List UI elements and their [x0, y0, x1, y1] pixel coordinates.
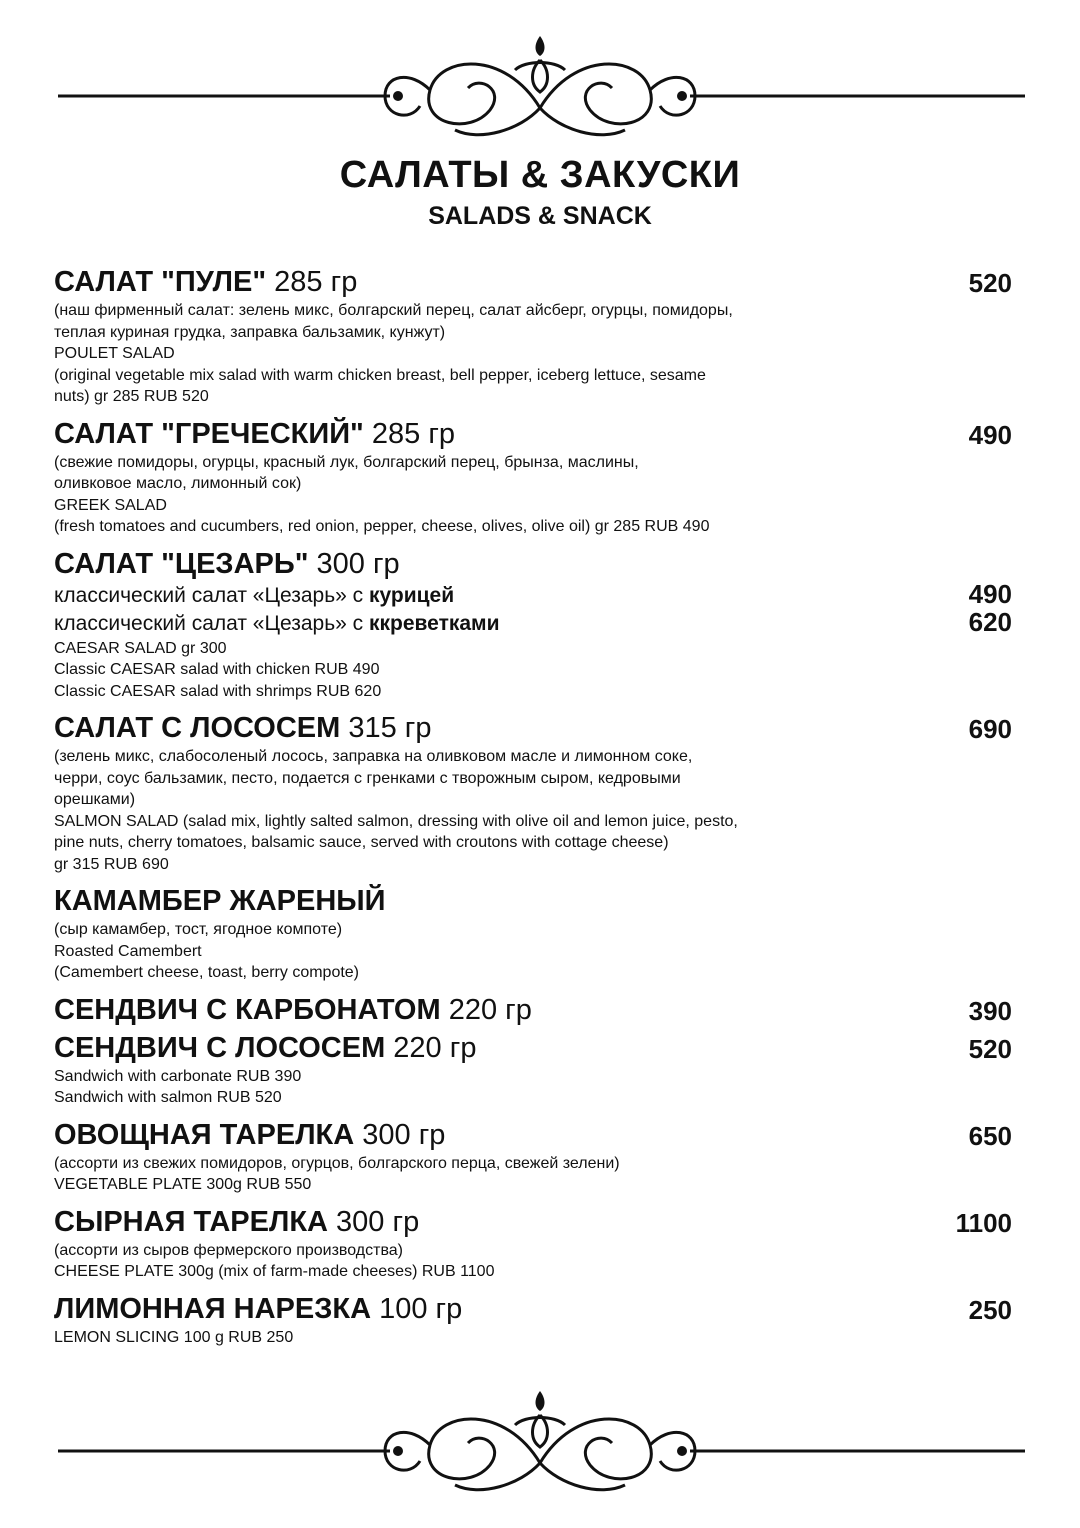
- item-price: 690: [968, 714, 1012, 744]
- desc-line: Sandwich with salmon RUB 520: [54, 1089, 282, 1106]
- item-price: 520: [968, 268, 1012, 298]
- variant-price: 490: [968, 578, 1012, 609]
- desc-line: SALMON SALAD (salad mix, lightly salted salmon, dressing with olive oil and lemon juice, pesto,: [54, 812, 738, 830]
- item-weight: 300 гр: [362, 1118, 446, 1151]
- menu-item-caesar-salad: [54, 546, 1014, 703]
- desc-line: GREEK SALAD: [54, 496, 167, 514]
- menu-item-sandwich-salmon: [54, 1030, 1014, 1109]
- item-name: СЕНДВИЧ С КАРБОНАТОМ: [54, 993, 441, 1026]
- item-description: [54, 638, 894, 703]
- desc-line: LEMON SLICING 100 g RUB 250: [54, 1328, 294, 1346]
- desc-line: VEGETABLE PLATE 300g RUB 550: [54, 1176, 312, 1193]
- item-name: КАМАМБЕР ЖАРЕНЫЙ: [54, 885, 386, 917]
- desc-line: теплая куриная грудка, заправка бальзамик, кунжут): [54, 323, 446, 341]
- ornament-top: [0, 30, 1080, 140]
- desc-line: (ассорти из свежих помидоров, огурцов, болгарского перца, свежей зелени): [54, 1154, 620, 1172]
- item-weight: 315 гр: [348, 712, 432, 744]
- desc-line: орешками): [54, 791, 136, 808]
- item-weight: 220 гр: [448, 993, 532, 1026]
- desc-line: Classic CAESAR salad with shrimps RUB 620: [54, 682, 382, 700]
- item-price: 1100: [955, 1207, 1012, 1238]
- item-weight: 100 гр: [379, 1292, 463, 1325]
- item-name: СЕНДВИЧ С ЛОСОСЕМ: [54, 1031, 386, 1064]
- section-title-en: SALADS & SNACK: [428, 202, 652, 230]
- item-description: [54, 746, 894, 875]
- item-description: [54, 919, 894, 984]
- desc-line: оливковое масло, лимонный сок): [54, 475, 302, 492]
- menu-item-vegetable-plate: [54, 1117, 1014, 1196]
- desc-line: Classic CAESAR salad with chicken RUB 490: [54, 661, 380, 678]
- item-description: [54, 1066, 894, 1109]
- menu-item-lemon-slicing: [54, 1291, 1014, 1349]
- menu-item-camembert: [54, 883, 1014, 984]
- desc-line: pine nuts, cherry tomatoes, balsamic sauce, served with croutons with cottage cheese): [54, 834, 669, 851]
- item-description: [54, 452, 894, 538]
- item-weight: 220 гр: [393, 1031, 477, 1064]
- menu-list: [54, 264, 1014, 1356]
- menu-item-cheese-plate: [54, 1204, 1014, 1283]
- item-weight: 285 гр: [371, 417, 456, 450]
- desc-line: (ассорти из сыров фермерского производства): [54, 1241, 403, 1259]
- desc-line: (original vegetable mix salad with warm chicken breast, bell pepper, iceberg lettuce, sesame: [54, 366, 706, 384]
- variant-bold: курицей: [369, 583, 455, 607]
- desc-line: CAESAR SALAD gr 300: [54, 639, 227, 657]
- menu-item-poule-salad: [54, 264, 1014, 408]
- item-weight: 300 гр: [316, 547, 400, 580]
- desc-line: (Camembert cheese, toast, berry compote): [54, 964, 360, 981]
- desc-line: (сыр камамбер, тост, ягодное компоте): [54, 921, 343, 938]
- desc-line: (свежие помидоры, огурцы, красный лук, болгарский перец, брынза, маслины,: [54, 453, 639, 471]
- item-price: 390: [968, 995, 1012, 1026]
- item-price: 250: [968, 1294, 1012, 1325]
- desc-line: Sandwich with carbonate RUB 390: [54, 1067, 302, 1085]
- item-weight: 285 гр: [274, 266, 358, 298]
- desc-line: gr 315 RUB 690: [54, 855, 169, 873]
- desc-line: (fresh tomatoes and cucumbers, red onion, pepper, cheese, olives, olive oil) gr 285 RUB 490: [54, 518, 710, 535]
- variant-text: классический салат «Цезарь» с: [54, 611, 369, 635]
- item-price: 650: [968, 1120, 1012, 1151]
- item-name: САЛАТ "ПУЛЕ": [54, 266, 267, 298]
- ornament-bottom: [0, 1385, 1080, 1495]
- item-name: САЛАТ "ГРЕЧЕСКИЙ": [54, 417, 364, 450]
- variant-shrimps: [54, 606, 1012, 638]
- section-title-ru: САЛАТЫ & ЗАКУСКИ: [339, 154, 741, 196]
- menu-item-salmon-salad: [54, 710, 1014, 875]
- desc-line: CHEESE PLATE 300g (mix of farm-made cheeses) RUB 1100: [54, 1263, 495, 1280]
- item-description: [54, 1327, 894, 1349]
- variant-chicken: [54, 578, 1012, 610]
- item-description: [54, 300, 894, 408]
- desc-line: (наш фирменный салат: зелень микс, болгарский перец, салат айсберг, огурцы, помидоры,: [54, 302, 733, 319]
- item-name: САЛАТ С ЛОСОСЕМ: [54, 712, 341, 744]
- item-name: САЛАТ "ЦЕЗАРЬ": [54, 547, 309, 580]
- item-price: 490: [968, 419, 1012, 450]
- item-name: СЫРНАЯ ТАРЕЛКА: [54, 1205, 328, 1238]
- page-heading: [0, 152, 1080, 232]
- item-name: ЛИМОННАЯ НАРЕЗКА: [54, 1292, 372, 1325]
- desc-line: POULET SALAD: [54, 345, 175, 362]
- variant-price: 620: [968, 606, 1012, 637]
- menu-item-greek-salad: [54, 416, 1014, 538]
- variant-text: классический салат «Цезарь» с: [54, 583, 369, 607]
- item-price: 520: [968, 1033, 1012, 1064]
- desc-line: nuts) gr 285 RUB 520: [54, 388, 209, 405]
- item-description: [54, 1153, 894, 1196]
- item-description: [54, 1240, 894, 1283]
- variant-bold: ккреветками: [369, 611, 500, 635]
- desc-line: черри, соус бальзамик, песто, подается с гренками с творожным сыром, кедровыми: [54, 769, 681, 787]
- item-name: ОВОЩНАЯ ТАРЕЛКА: [54, 1118, 355, 1151]
- desc-line: Roasted Camembert: [54, 942, 202, 960]
- item-weight: 300 гр: [336, 1205, 420, 1238]
- menu-item-sandwich-carbonate: [54, 992, 1014, 1028]
- desc-line: (зелень микс, слабосоленый лосось, заправка на оливковом масле и лимонном соке,: [54, 748, 693, 765]
